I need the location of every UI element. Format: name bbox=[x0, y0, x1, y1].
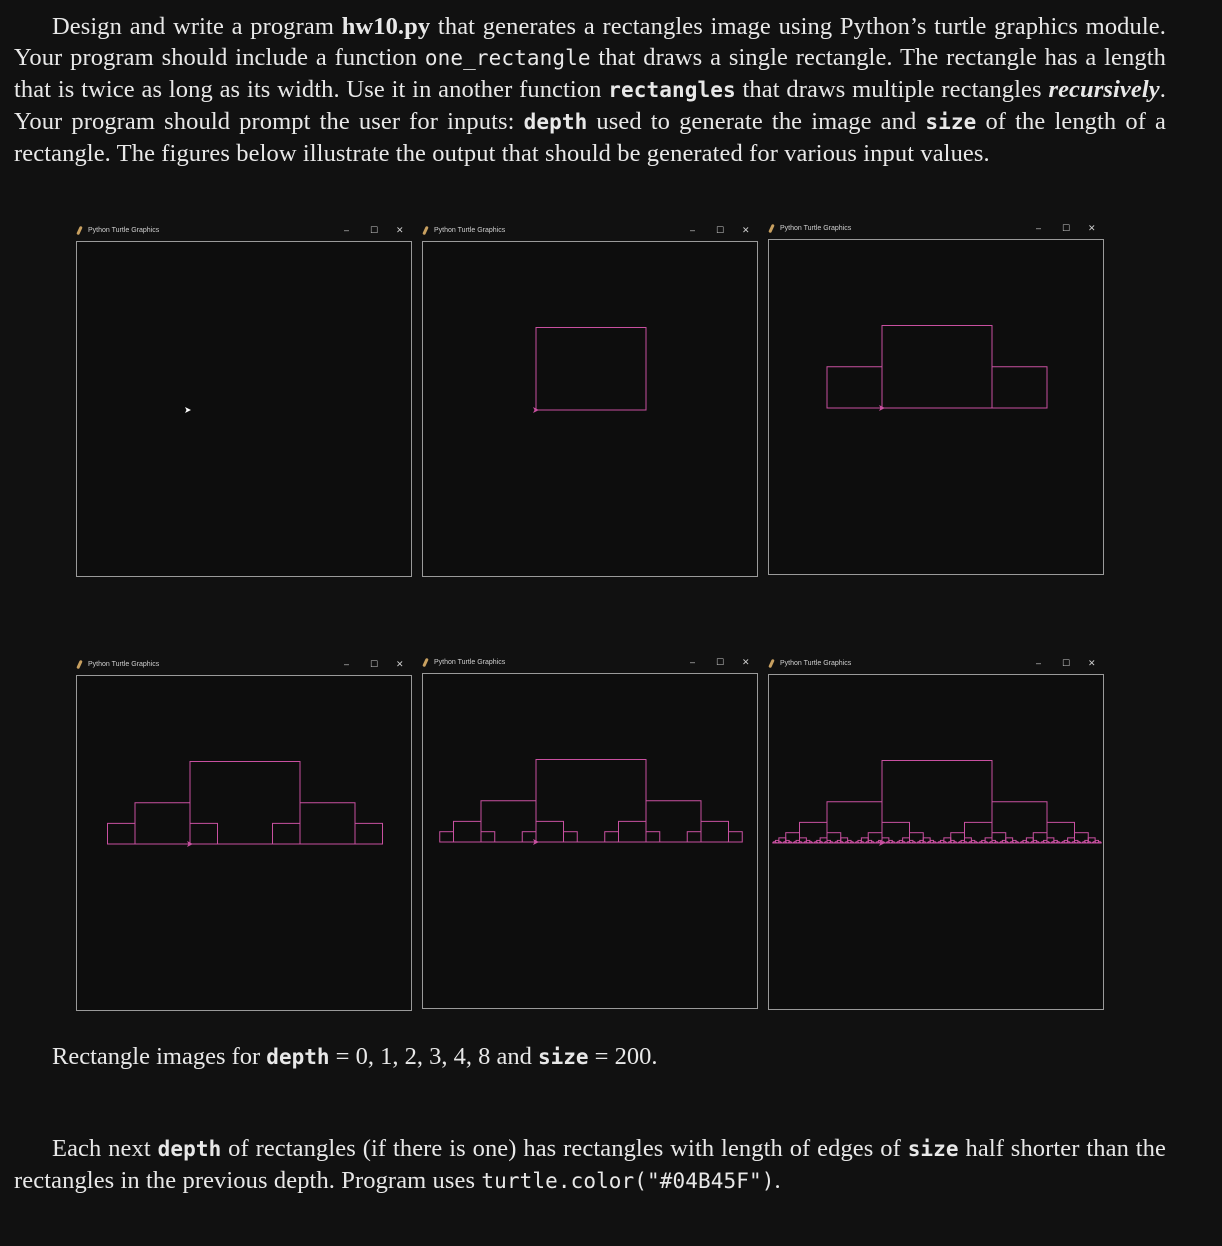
rectangle-depth-1 bbox=[1064, 842, 1065, 843]
caption-text-2: = 0, 1, 2, 3, 4, 8 and bbox=[329, 1043, 538, 1070]
intro-text-2: that generates a rectangles image using Python’s turtle graphics module. Your program should include a function bbox=[14, 13, 1166, 71]
maximize-button[interactable]: ☐ bbox=[1062, 223, 1071, 233]
window-titlebar[interactable] bbox=[74, 222, 412, 240]
rectangle-depth-3 bbox=[190, 762, 300, 845]
minimize-button[interactable]: – bbox=[344, 659, 350, 669]
rectangle-depth-1 bbox=[190, 823, 218, 844]
rectangle-depth-5 bbox=[951, 833, 965, 843]
rectangle-depth-1 bbox=[992, 367, 1047, 408]
rectangle-depth-1 bbox=[953, 842, 954, 843]
rectangle-depth-1 bbox=[974, 842, 975, 843]
rectangle-depth-5 bbox=[992, 833, 1006, 843]
rectangle-depth-1 bbox=[848, 842, 849, 843]
rectangle-depth-1 bbox=[956, 842, 957, 843]
rectangle-depth-1 bbox=[961, 842, 962, 843]
rectangle-depth-5 bbox=[1033, 833, 1047, 843]
rectangle-depth-1 bbox=[886, 842, 887, 843]
rectangle-depth-1 bbox=[966, 842, 967, 843]
close-button[interactable]: ✕ bbox=[1088, 658, 1096, 668]
rectangle-depth-1 bbox=[964, 842, 965, 843]
close-button[interactable]: ✕ bbox=[1088, 223, 1096, 233]
feather-icon bbox=[422, 658, 429, 667]
rectangle-depth-4 bbox=[985, 838, 992, 843]
rectangle-depth-4 bbox=[1047, 838, 1054, 843]
rectangle-depth-1 bbox=[842, 842, 843, 843]
intro-text-7: of the length of a rectangle. The figures below illustrate the output that should be generated for various input values. bbox=[14, 108, 1166, 167]
rectangle-depth-6 bbox=[882, 822, 910, 843]
rectangle-depth-1 bbox=[1049, 842, 1050, 843]
program-name: hw10.py bbox=[341, 13, 431, 40]
feather-icon bbox=[76, 226, 83, 235]
rectangle-depth-1 bbox=[1046, 842, 1047, 843]
rectangle-depth-1 bbox=[1085, 842, 1086, 843]
rectangle-depth-4 bbox=[861, 838, 868, 843]
function-rectangles: rectangles bbox=[608, 78, 736, 102]
rectangle-depth-1 bbox=[861, 842, 862, 843]
rectangle-depth-1 bbox=[876, 842, 877, 843]
function-one-rectangle: one_rectangle bbox=[424, 46, 591, 70]
rectangle-depth-1 bbox=[806, 842, 807, 843]
rectangle-depth-1 bbox=[1093, 842, 1094, 843]
rectangle-depth-1 bbox=[889, 842, 890, 843]
rectangle-depth-1 bbox=[799, 842, 800, 843]
rectangles-drawing bbox=[423, 674, 757, 1008]
rectangle-depth-1 bbox=[788, 842, 789, 843]
maximize-button[interactable]: ☐ bbox=[1062, 658, 1071, 668]
rectangle-depth-4 bbox=[820, 838, 827, 843]
rectangle-depth-1 bbox=[1087, 842, 1088, 843]
rectangle-depth-1 bbox=[1015, 842, 1016, 843]
rectangle-depth-1 bbox=[977, 842, 978, 843]
rectangle-depth-1 bbox=[987, 842, 988, 843]
close-button[interactable]: ✕ bbox=[742, 225, 750, 235]
rectangles-drawing bbox=[423, 242, 757, 576]
rectangle-depth-1 bbox=[355, 823, 383, 844]
rectangle-depth-3 bbox=[481, 801, 536, 842]
window-titlebar[interactable] bbox=[420, 222, 758, 240]
rectangle-depth-1 bbox=[1023, 842, 1024, 843]
rectangle-depth-6 bbox=[1047, 822, 1075, 843]
rectangle-depth-1 bbox=[904, 842, 905, 843]
rectangle-depth-1 bbox=[912, 842, 913, 843]
rectangle-depth-1 bbox=[481, 832, 495, 842]
window-title: Python Turtle Graphics bbox=[434, 227, 506, 234]
rectangle-depth-1 bbox=[775, 842, 776, 843]
window-title: Python Turtle Graphics bbox=[780, 225, 852, 232]
rectangle-depth-1 bbox=[830, 842, 831, 843]
turtle-window-depth-3 bbox=[74, 656, 412, 1012]
rectangle-depth-6 bbox=[965, 822, 993, 843]
rectangle-depth-1 bbox=[925, 842, 926, 843]
rectangle-depth-1 bbox=[971, 842, 972, 843]
rectangle-depth-4 bbox=[1068, 838, 1075, 843]
rectangle-depth-1 bbox=[824, 842, 825, 843]
rectangle-depth-1 bbox=[1075, 842, 1076, 843]
rectangle-depth-1 bbox=[899, 842, 900, 843]
rectangle-depth-1 bbox=[1028, 842, 1029, 843]
rectangle-depth-1 bbox=[995, 842, 996, 843]
rectangle-depth-1 bbox=[796, 842, 797, 843]
rectangle-depth-1 bbox=[817, 842, 818, 843]
turtle-canvas bbox=[422, 241, 758, 577]
rectangle-depth-1 bbox=[910, 842, 911, 843]
rectangle-depth-1 bbox=[928, 842, 929, 843]
close-button[interactable]: ✕ bbox=[742, 657, 750, 667]
close-button[interactable]: ✕ bbox=[396, 659, 404, 669]
rectangle-depth-1 bbox=[933, 842, 934, 843]
rectangle-depth-1 bbox=[1013, 842, 1014, 843]
rectangle-depth-1 bbox=[108, 823, 136, 844]
turtle-color-code: turtle.color("#04B45F") bbox=[481, 1169, 775, 1193]
turtle-canvas bbox=[422, 673, 758, 1009]
closing-text-4: . bbox=[774, 1167, 781, 1194]
rectangle-depth-1 bbox=[1026, 842, 1027, 843]
rectangle-depth-1 bbox=[868, 842, 869, 843]
rectangle-depth-4 bbox=[841, 838, 848, 843]
intro-text-3: that draws a single rectangle. The rectangle has a length that is twice as long as its width. Use it in another function bbox=[14, 44, 1166, 103]
rectangle-depth-1 bbox=[940, 842, 941, 843]
feather-icon bbox=[422, 226, 429, 235]
rectangle-depth-1 bbox=[1051, 842, 1052, 843]
rectangle-depth-1 bbox=[902, 842, 903, 843]
rectangle-depth-1 bbox=[1005, 842, 1006, 843]
turtle-canvas bbox=[768, 239, 1104, 575]
size-keyword: size bbox=[925, 110, 977, 134]
rectangle-depth-1 bbox=[1090, 842, 1091, 843]
rectangle-depth-2 bbox=[536, 821, 564, 842]
rectangle-depth-2 bbox=[882, 326, 992, 409]
turtle-canvas bbox=[76, 675, 412, 1011]
rectangle-depth-8 bbox=[882, 761, 992, 844]
rectangle-depth-4 bbox=[965, 838, 972, 843]
rectangles-drawing bbox=[769, 240, 1103, 574]
minimize-button[interactable]: – bbox=[690, 657, 696, 667]
turtle-window-depth-8 bbox=[766, 655, 1104, 1011]
minimize-button[interactable]: – bbox=[690, 225, 696, 235]
rectangle-depth-1 bbox=[917, 842, 918, 843]
rectangle-depth-1 bbox=[891, 842, 892, 843]
rectangle-depth-1 bbox=[793, 842, 794, 843]
rectangle-depth-1 bbox=[778, 842, 779, 843]
rectangle-depth-1 bbox=[948, 842, 949, 843]
rectangle-depth-1 bbox=[969, 842, 970, 843]
rectangle-depth-1 bbox=[935, 842, 936, 843]
rectangle-depth-1 bbox=[819, 842, 820, 843]
rectangle-depth-1 bbox=[837, 842, 838, 843]
turtle-window-depth-4 bbox=[420, 654, 758, 1010]
rectangles-drawing bbox=[769, 675, 1103, 1009]
rectangle-depth-1 bbox=[536, 328, 646, 411]
rectangle-depth-1 bbox=[866, 842, 867, 843]
rectangle-depth-1 bbox=[989, 842, 990, 843]
rectangle-depth-5 bbox=[786, 833, 800, 843]
rectangle-depth-1 bbox=[897, 842, 898, 843]
close-button[interactable]: ✕ bbox=[396, 225, 404, 235]
closing-size-keyword: size bbox=[907, 1137, 959, 1161]
rectangle-depth-1 bbox=[922, 842, 923, 843]
rectangle-depth-4 bbox=[1006, 838, 1013, 843]
rectangle-depth-1 bbox=[920, 842, 921, 843]
rectangle-depth-1 bbox=[773, 842, 774, 843]
rectangle-depth-1 bbox=[687, 832, 701, 842]
depth-keyword: depth bbox=[523, 110, 588, 134]
rectangle-depth-1 bbox=[564, 832, 578, 842]
rectangle-depth-2 bbox=[619, 821, 647, 842]
rectangle-depth-4 bbox=[1088, 838, 1095, 843]
feather-icon bbox=[768, 224, 775, 233]
turtle-canvas bbox=[76, 241, 412, 577]
rectangle-depth-1 bbox=[894, 842, 895, 843]
rectangle-depth-1 bbox=[951, 842, 952, 843]
rectangle-depth-1 bbox=[850, 842, 851, 843]
rectangle-depth-1 bbox=[1007, 842, 1008, 843]
rectangle-depth-1 bbox=[863, 842, 864, 843]
rectangle-depth-1 bbox=[1054, 842, 1055, 843]
rectangle-depth-1 bbox=[879, 842, 880, 843]
rectangle-depth-1 bbox=[832, 842, 833, 843]
window-title: Python Turtle Graphics bbox=[88, 227, 160, 234]
rectangle-depth-1 bbox=[946, 842, 947, 843]
rectangle-depth-1 bbox=[992, 842, 993, 843]
rectangle-depth-1 bbox=[1059, 842, 1060, 843]
rectangle-depth-4 bbox=[923, 838, 930, 843]
rectangle-depth-2 bbox=[454, 821, 482, 842]
rectangle-depth-1 bbox=[1033, 842, 1034, 843]
rectangle-depth-1 bbox=[781, 842, 782, 843]
rectangle-depth-1 bbox=[871, 842, 872, 843]
rectangle-depth-1 bbox=[1002, 842, 1003, 843]
turtle-canvas bbox=[768, 674, 1104, 1010]
rectangle-depth-1 bbox=[915, 842, 916, 843]
caption-size-keyword: size bbox=[537, 1045, 589, 1069]
rectangle-depth-1 bbox=[440, 832, 454, 842]
rectangle-depth-1 bbox=[786, 842, 787, 843]
rectangle-depth-1 bbox=[827, 842, 828, 843]
figure-caption bbox=[52, 1041, 658, 1073]
rectangle-depth-1 bbox=[646, 832, 660, 842]
rectangle-depth-1 bbox=[958, 842, 959, 843]
rectangle-depth-1 bbox=[855, 842, 856, 843]
rectangle-depth-1 bbox=[801, 842, 802, 843]
closing-text-2: of rectangles (if there is one) has rectangles with length of edges of bbox=[221, 1135, 908, 1162]
rectangle-depth-1 bbox=[822, 842, 823, 843]
rectangle-depth-1 bbox=[1080, 842, 1081, 843]
rectangle-depth-1 bbox=[783, 842, 784, 843]
rectangle-depth-1 bbox=[938, 842, 939, 843]
rectangle-depth-1 bbox=[997, 842, 998, 843]
rectangle-depth-1 bbox=[982, 842, 983, 843]
rectangle-depth-1 bbox=[812, 842, 813, 843]
maximize-button[interactable]: ☐ bbox=[716, 657, 725, 667]
rectangle-depth-2 bbox=[701, 821, 729, 842]
rectangle-depth-4 bbox=[800, 838, 807, 843]
rectangle-depth-1 bbox=[1038, 842, 1039, 843]
window-title: Python Turtle Graphics bbox=[780, 660, 852, 667]
rectangle-depth-1 bbox=[1041, 842, 1042, 843]
rectangle-depth-1 bbox=[984, 842, 985, 843]
recursively-emphasis: recursively bbox=[1048, 76, 1160, 103]
rectangle-depth-1 bbox=[853, 842, 854, 843]
rectangle-depth-1 bbox=[1077, 842, 1078, 843]
feather-icon bbox=[76, 660, 83, 669]
rectangle-depth-1 bbox=[930, 842, 931, 843]
rectangle-depth-1 bbox=[1031, 842, 1032, 843]
rectangle-depth-1 bbox=[1044, 842, 1045, 843]
rectangle-depth-4 bbox=[1026, 838, 1033, 843]
maximize-button[interactable]: ☐ bbox=[370, 225, 379, 235]
rectangle-depth-4 bbox=[536, 760, 646, 843]
window-titlebar[interactable] bbox=[766, 655, 1104, 673]
turtle-window-depth-2 bbox=[766, 220, 1104, 576]
rectangle-depth-1 bbox=[873, 842, 874, 843]
rectangle-depth-1 bbox=[1095, 842, 1096, 843]
maximize-button[interactable]: ☐ bbox=[370, 659, 379, 669]
rectangle-depth-1 bbox=[1067, 842, 1068, 843]
window-titlebar[interactable] bbox=[74, 656, 412, 674]
rectangle-depth-1 bbox=[1098, 842, 1099, 843]
rectangle-depth-4 bbox=[903, 838, 910, 843]
rectangle-depth-5 bbox=[1075, 833, 1089, 843]
rectangle-depth-1 bbox=[1100, 842, 1101, 843]
rectangle-depth-1 bbox=[1036, 842, 1037, 843]
intro-text-6: used to generate the image and bbox=[587, 108, 926, 135]
rectangle-depth-1 bbox=[979, 842, 980, 843]
intro-paragraph bbox=[14, 11, 1166, 169]
rectangle-depth-1 bbox=[943, 842, 944, 843]
rectangle-depth-1 bbox=[845, 842, 846, 843]
turtle-window-depth-1 bbox=[420, 222, 758, 578]
closing-depth-keyword: depth bbox=[157, 1137, 222, 1161]
intro-text-1: Design and write a program bbox=[52, 13, 342, 40]
rectangle-depth-7 bbox=[992, 802, 1047, 843]
rectangle-depth-5 bbox=[910, 833, 924, 843]
rectangle-depth-1 bbox=[605, 832, 619, 842]
rectangle-depth-5 bbox=[827, 833, 841, 843]
rectangle-depth-1 bbox=[1062, 842, 1063, 843]
rectangle-depth-1 bbox=[858, 842, 859, 843]
turtle-window-depth-0 bbox=[74, 222, 412, 578]
rectangle-depth-2 bbox=[300, 803, 355, 844]
closing-text-3: half shorter than the rectangles in the previous depth. Program uses bbox=[14, 1135, 1167, 1194]
rectangle-depth-1 bbox=[827, 367, 882, 408]
minimize-button[interactable]: – bbox=[344, 225, 350, 235]
rectangle-depth-7 bbox=[827, 802, 882, 843]
rectangle-depth-4 bbox=[779, 838, 786, 843]
rectangles-drawing bbox=[77, 242, 411, 576]
rectangle-depth-6 bbox=[800, 822, 828, 843]
rectangle-depth-1 bbox=[809, 842, 810, 843]
rectangle-depth-1 bbox=[907, 842, 908, 843]
rectangle-depth-1 bbox=[1000, 842, 1001, 843]
caption-text-3: = 200. bbox=[588, 1043, 658, 1070]
rectangle-depth-1 bbox=[273, 823, 301, 844]
window-title: Python Turtle Graphics bbox=[434, 659, 506, 666]
minimize-button[interactable]: – bbox=[1036, 223, 1042, 233]
rectangle-depth-1 bbox=[1082, 842, 1083, 843]
window-titlebar[interactable] bbox=[420, 654, 758, 672]
rectangle-depth-1 bbox=[1018, 842, 1019, 843]
rectangle-depth-1 bbox=[1010, 842, 1011, 843]
rectangle-depth-3 bbox=[646, 801, 701, 842]
rectangle-depth-1 bbox=[804, 842, 805, 843]
rectangle-depth-1 bbox=[1020, 842, 1021, 843]
maximize-button[interactable]: ☐ bbox=[716, 225, 725, 235]
rectangle-depth-1 bbox=[835, 842, 836, 843]
caption-depth-keyword: depth bbox=[266, 1045, 330, 1069]
closing-text-1: Each next bbox=[52, 1135, 158, 1162]
caption-text-1: Rectangle images for bbox=[52, 1043, 267, 1070]
rectangle-depth-1 bbox=[729, 832, 743, 842]
rectangle-depth-1 bbox=[814, 842, 815, 843]
feather-icon bbox=[768, 659, 775, 668]
rectangle-depth-1 bbox=[1069, 842, 1070, 843]
rectangles-drawing bbox=[77, 676, 411, 1010]
closing-paragraph bbox=[14, 1133, 1166, 1197]
rectangle-depth-1 bbox=[791, 842, 792, 843]
intro-text-4: that draws multiple rectangles bbox=[735, 76, 1049, 103]
rectangle-depth-4 bbox=[944, 838, 951, 843]
window-titlebar[interactable] bbox=[766, 220, 1104, 238]
rectangle-depth-2 bbox=[135, 803, 190, 844]
turtle-cursor-icon bbox=[185, 407, 191, 413]
rectangle-depth-1 bbox=[1056, 842, 1057, 843]
rectangle-depth-1 bbox=[1072, 842, 1073, 843]
rectangle-depth-1 bbox=[840, 842, 841, 843]
window-title: Python Turtle Graphics bbox=[88, 661, 160, 668]
minimize-button[interactable]: – bbox=[1036, 658, 1042, 668]
intro-text-5: . Your program should prompt the user for inputs: bbox=[14, 76, 1166, 135]
